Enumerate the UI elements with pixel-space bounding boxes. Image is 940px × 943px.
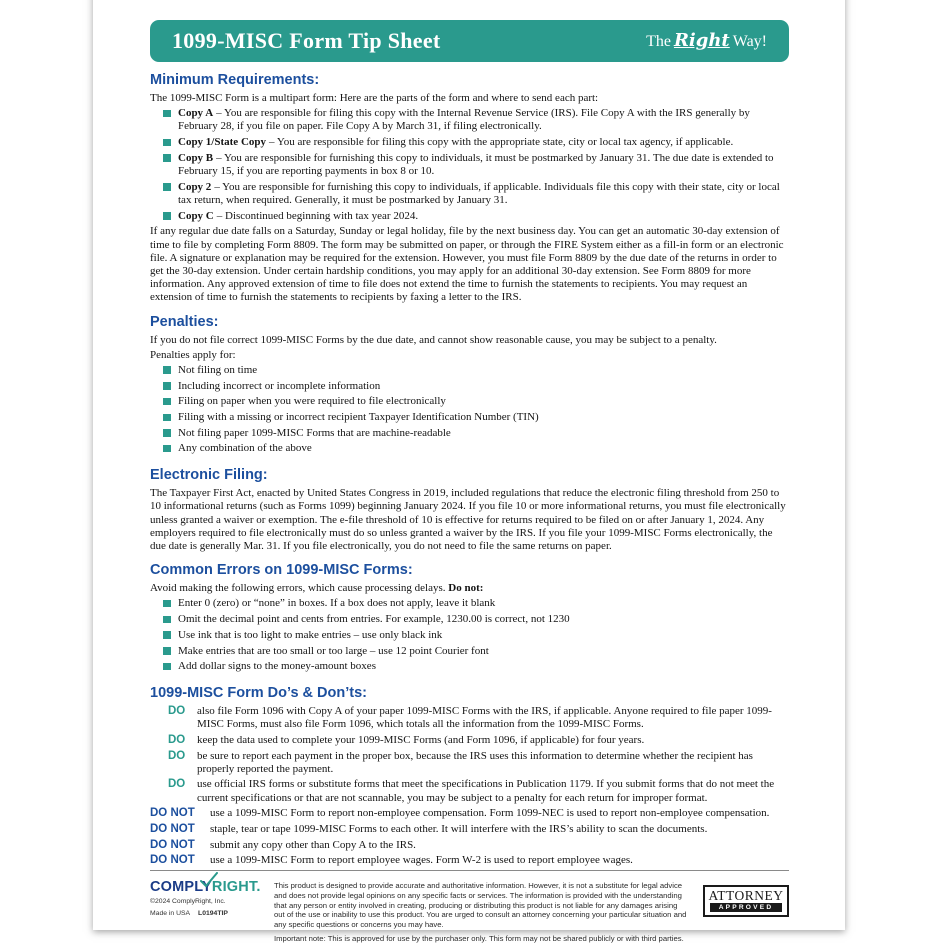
bullet-square-icon [163, 398, 171, 406]
disclaimer-block [262, 881, 703, 943]
section-penalties [150, 305, 789, 459]
bullet-item: Omit the decimal point and cents from entries. For example, 1230.00 is correct, not 1230 [150, 613, 789, 626]
bullet-square-icon [163, 366, 171, 374]
do-label: DO [168, 733, 186, 746]
header-banner [150, 20, 789, 62]
disclaimer-text: This product is designed to provide accurate and authoritative information. However, it is not a substitute for legal advice and does not provide legal opinions on any specific facts or services. The information is provided with the understanding that any person or entity involved in creating, producing or distributing this product is not liable for any damages arising out of the use or inability to use this product. You are urged to consult an attorney concerning your particular situation and any specific questions or concerns you may have. [274, 881, 687, 929]
footer [150, 870, 789, 943]
bullet-item: Filing on paper when you were required to file electronically [150, 395, 789, 408]
bullet-square-icon [163, 429, 171, 437]
badge-approved-bar: APPROVED [710, 903, 782, 912]
bullet-square-icon [163, 631, 171, 639]
bullet-item: Copy A – You are responsible for filing this copy with the Internal Revenue Service (IRS). File Copy A with the IRS generally by February 28, if you file on paper. File Copy A by March 31, if filing electronically. [150, 107, 789, 133]
section-heading: Common Errors on 1099-MISC Forms: [150, 562, 413, 579]
bullet-square-icon [163, 212, 171, 220]
bullet-square-icon [163, 647, 171, 655]
do-item: DO keep the data used to complete your 1099-MISC Forms (and Form 1096, if applicable) for four years. [168, 733, 645, 746]
section-minimum-requirements [150, 62, 789, 305]
section-heading: Penalties: [150, 313, 219, 330]
do-item: DO be sure to report each payment in the proper box, because the IRS uses this information to determine whether the recipient has properly reported the payment. [168, 749, 753, 775]
do-not-item: DO NOT staple, tear or tape 1099-MISC Forms to each other. It will interfere with the IRS’s ability to scan the documents. [150, 823, 708, 836]
copyright-text: ©2024 ComplyRight, Inc. [150, 898, 226, 906]
do-not-item: DO NOT submit any copy other than Copy A to the IRS. [150, 838, 416, 851]
do-label: DO [168, 704, 186, 717]
section-heading: Minimum Requirements: [150, 72, 320, 88]
do-not-item: DO NOT use a 1099-MISC Form to report non-employee compensation. Form 1099-NEC is used to report non-employee compensation. [150, 807, 770, 820]
bullet-square-icon [163, 663, 171, 671]
body-paragraph: The Taxpayer First Act, enacted by United States Congress in 2019, included regulations that reduce the electronic filing threshold from 250 to 10 informational returns (such as Forms 1099) beginning January 2024. If you file 10 or more informational returns, you must file electronically unless granted a waiver or exemption. The e-file threshold of 10 is effective for returns required to be filed on or after January 1, 2024. Any employers required to file electronically must do so unless granted a waiver by the IRS. If you file your 1099-MISC Forms electronically, the due date is generally Mar. 31. If you file electronically, you do not need to file the same returns on paper. [150, 487, 786, 552]
bullet-item: Add dollar signs to the money-amount boxes [150, 660, 789, 673]
bullet-item: Any combination of the above [150, 442, 789, 455]
bullet-item: Copy B – You are responsible for furnishing this copy to individuals, it must be postmarked by January 31. The due date is extended to February 15, if you are reporting payments in box 8 or 10. [150, 152, 789, 178]
do-not-list [150, 807, 789, 867]
bullet-item: Filing with a missing or incorrect recipient Taxpayer Identification Number (TIN) [150, 411, 789, 424]
check-icon [199, 872, 219, 888]
sku-text: L0194TIP [198, 910, 228, 918]
bullet-item: Enter 0 (zero) or “none” in boxes. If a box does not apply, leave it blank [150, 597, 789, 610]
section-heading: 1099-MISC Form Do’s & Don’ts: [150, 684, 367, 701]
bullet-square-icon [163, 382, 171, 390]
bullet-item: Make entries that are too small or too large – use 12 point Courier font [150, 645, 789, 658]
tagline-way: Way! [732, 32, 767, 50]
intro-bold-text: Do not: [448, 582, 484, 595]
bullet-item: Use ink that is too light to make entries – use only black ink [150, 629, 789, 642]
section-dos-donts [150, 676, 789, 870]
do-not-label: DO NOT [150, 838, 195, 851]
do-label: DO [168, 778, 186, 791]
do-not-item: DO NOT use a 1099-MISC Form to report employee wages. Form W-2 is used to report employee wages. [150, 854, 633, 867]
intro-normal-text: Avoid making the following errors, which cause processing delays. [150, 582, 449, 595]
do-not-label: DO NOT [150, 854, 195, 867]
bullet-item: Copy 2 – You are responsible for furnishing this copy to individuals, if applicable. Individuals file this copy with their state, city or local tax return, when required. Generally, it must be postmarked by January 31. [150, 181, 789, 207]
made-in-usa-text: Made in USA [150, 910, 191, 918]
footer-row [150, 881, 789, 943]
body-paragraph: If any regular due date falls on a Saturday, Sunday or legal holiday, file by the next business day. You can get an automatic 30-day extension of time to file by completing Form 8809. The form may be submitted on paper, or through the FIRE System either as a fill-in form or an electronic file. A signature or explanation may be required for the extension. However, you must file Form 8809 by the due date of the returns in order to get the 30-day extension. Under certain hardship conditions, you may apply for an additional 30-day extension. See Form 8809 for more information. Any approved extension of time to file does not extend the time to furnish the statements to recipients. You may request an extension of time to furnish the statements to recipients by faxing a letter to the IRS. [150, 225, 784, 304]
section-intro-line1: If you do not file correct 1099-MISC Forms by the due date, and cannot show reasonable cause, you may be subject to a penalty. [150, 333, 717, 346]
complyright-logo [150, 881, 262, 918]
made-in-usa-line [150, 909, 262, 918]
bullet-item: Including incorrect or incomplete information [150, 380, 789, 393]
do-not-label: DO NOT [150, 823, 195, 836]
brand-tagline [646, 29, 767, 51]
badge-attorney-text: ATTORNEY [708, 888, 784, 904]
tagline-the: The [646, 32, 671, 50]
bullet-item: Copy 1/State Copy – You are responsible for filing this copy with the appropriate state, city or local tax agency, if applicable. [150, 136, 789, 149]
section-heading: Electronic Filing: [150, 467, 268, 484]
do-list [150, 705, 789, 805]
section-intro: The 1099-MISC Form is a multipart form: Here are the parts of the form and where to send each part: [150, 92, 599, 104]
logo-comply-text: COMPLY [150, 879, 212, 896]
logo-wordmark [150, 881, 262, 894]
bullet-square-icon [163, 183, 171, 191]
tagline-right: Right [673, 29, 730, 51]
bullet-square-icon [163, 414, 171, 422]
bullet-square-icon [163, 154, 171, 162]
copy-bullet-list [150, 107, 789, 223]
section-intro [150, 582, 789, 595]
section-electronic-filing [150, 458, 789, 553]
errors-bullet-list [150, 597, 789, 673]
attorney-approved-badge [703, 885, 789, 917]
logo-right-text: RIGHT. [211, 879, 261, 896]
page-title: 1099-MISC Form Tip Sheet [172, 28, 441, 54]
document-content [93, 0, 845, 943]
bullet-item: Not filing paper 1099-MISC Forms that are machine-readable [150, 427, 789, 440]
document-sheet [93, 0, 845, 943]
footer-divider [150, 870, 789, 871]
penalties-bullet-list [150, 364, 789, 456]
bullet-item: Not filing on time [150, 364, 789, 377]
bullet-square-icon [163, 600, 171, 608]
section-common-errors [150, 553, 789, 676]
do-label: DO [168, 749, 186, 762]
section-intro-line2: Penalties apply for: [150, 348, 236, 361]
bullet-square-icon [163, 110, 171, 118]
do-item: DO also file Form 1096 with Copy A of your paper 1099-MISC Forms with the IRS, if applicable. Anyone required to file paper 1099-MISC Forms, must also file Form 1096, which totals all the information from the 1099-MISC Forms. [168, 704, 772, 731]
important-note: Important note: This is approved for use by the purchaser only. This form may not be shared publicly or with third parties. [274, 933, 684, 943]
bullet-square-icon [163, 139, 171, 147]
bullet-square-icon [163, 616, 171, 624]
do-not-label: DO NOT [150, 807, 195, 820]
bullet-square-icon [163, 445, 171, 453]
bullet-item: Copy C – Discontinued beginning with tax year 2024. [150, 210, 789, 223]
do-item: DO use official IRS forms or substitute forms that meet the specifications in Publication 1179. If you submit forms that do not meet the current specifications or that are not scannable, you may be subject to a penalty for each return for improper format. [168, 778, 775, 804]
